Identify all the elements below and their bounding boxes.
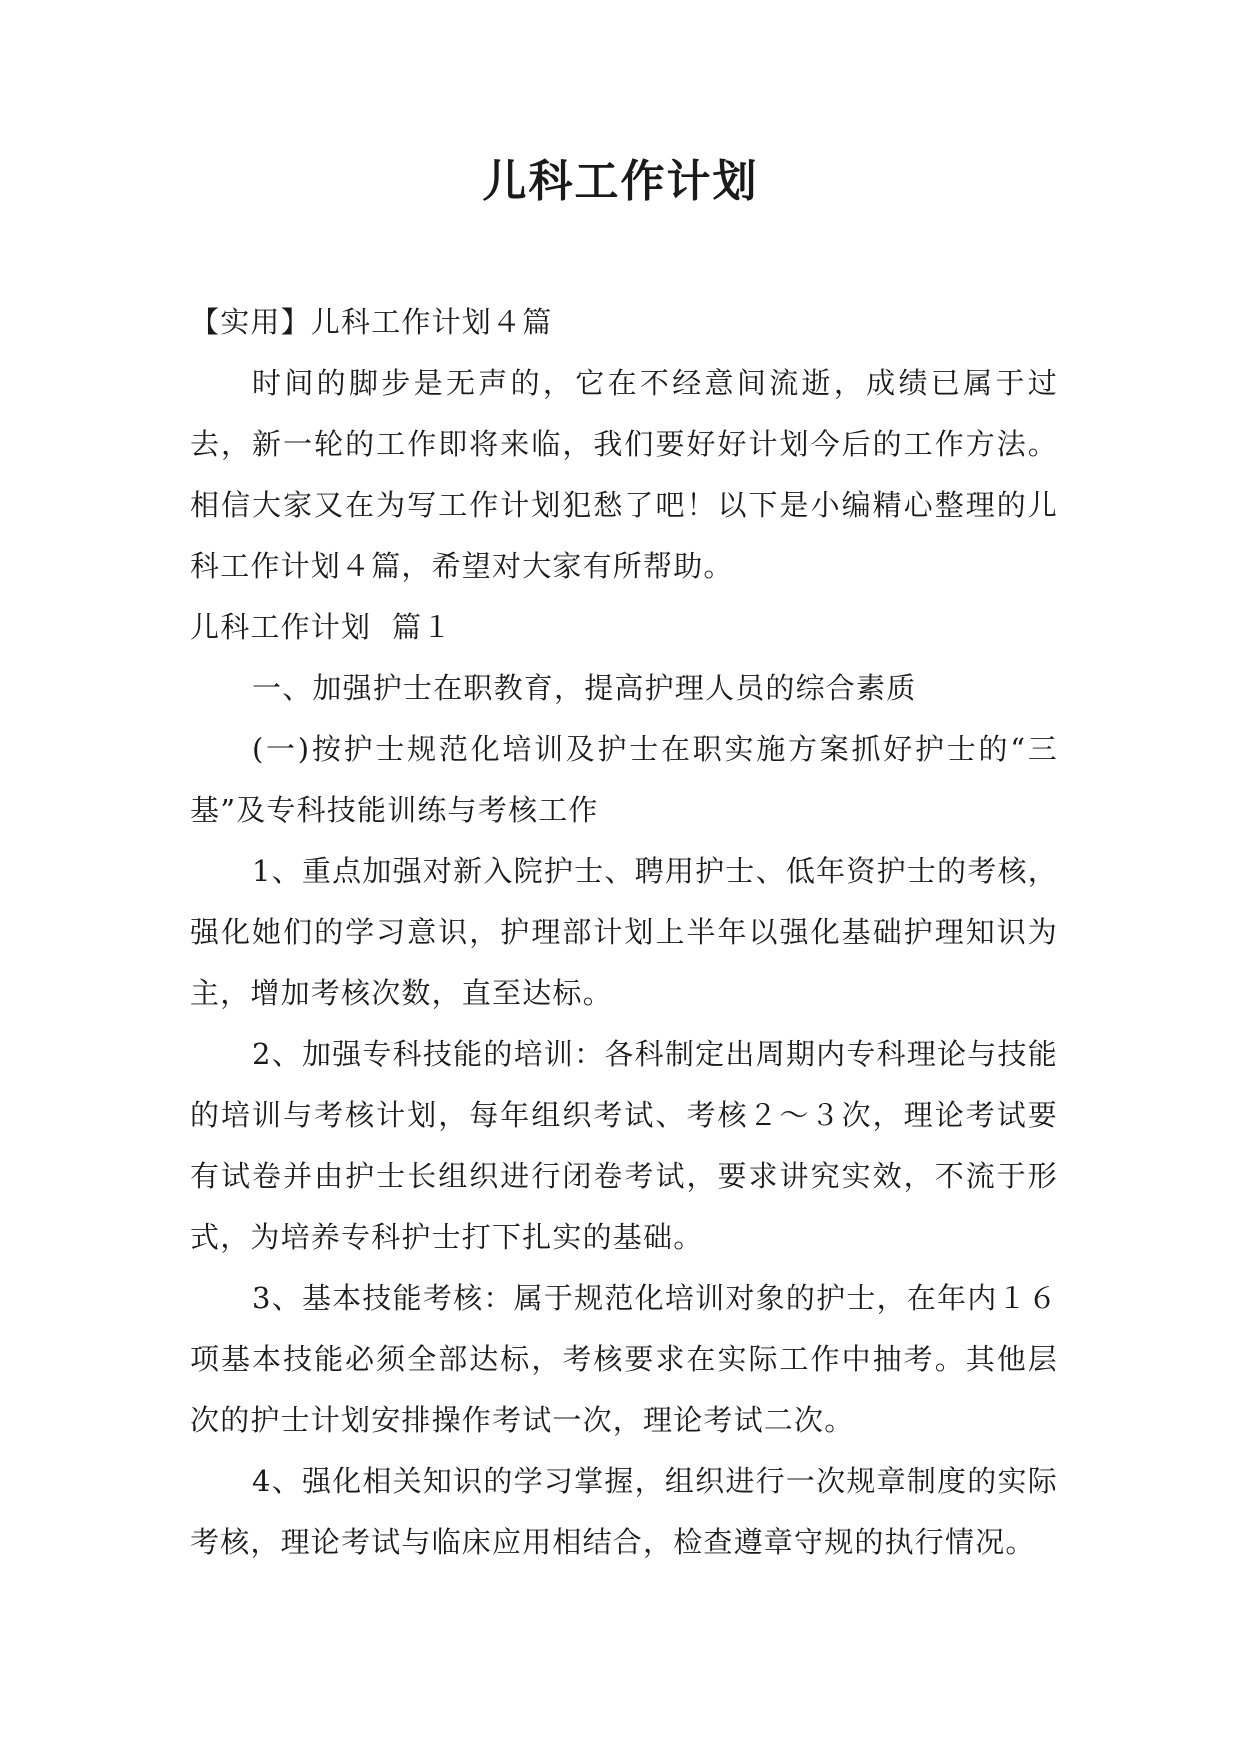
point-one-subheading: (一)按护士规范化培训及护士在职实施方案抓好护士的“三基”及专科技能训练与考核工作: [190, 732, 1058, 827]
item-paragraph-2: 2、加强专科技能的培训：各科制定出周期内专科理论与技能的培训与考核计划，每年组织考试、考核２～３次，理论考试要有试卷并由护士长组织进行闭卷考试，要求讲究实效，不流于形式，为培养专科护士打下扎实的基础。: [190, 1037, 1058, 1254]
item-paragraph-3: 3、基本技能考核：属于规范化培训对象的护士，在年内１６项基本技能必须全部达标，考核要求在实际工作中抽考。其他层次的护士计划安排操作考试一次，理论考试二次。: [190, 1281, 1058, 1437]
document-subtitle: 【实用】儿科工作计划４篇: [190, 305, 553, 339]
item-paragraph-1: 1、重点加强对新入院护士、聘用护士、低年资护士的考核，强化她们的学习意识，护理部计划上半年以强化基础护理知识为主，增加考核次数，直至达标。: [190, 854, 1058, 1010]
point-one-heading: 一、加强护士在职教育，提高护理人员的综合素质: [252, 671, 917, 705]
intro-paragraph: 时间的脚步是无声的，它在不经意间流逝，成绩已属于过去，新一轮的工作即将来临，我们要好好计划今后的工作方法。相信大家又在为写工作计划犯愁了吧！以下是小编精心整理的儿科工作计划４篇，希望对大家有所帮助。: [190, 366, 1058, 583]
item-paragraph-4: 4、强化相关知识的学习掌握，组织进行一次规章制度的实际考核，理论考试与临床应用相结合，检查遵章守规的执行情况。: [190, 1464, 1058, 1559]
document-body: [190, 292, 1058, 1573]
document-title: 儿科工作计划: [482, 156, 759, 207]
section-heading: 儿科工作计划 篇１: [190, 610, 453, 644]
